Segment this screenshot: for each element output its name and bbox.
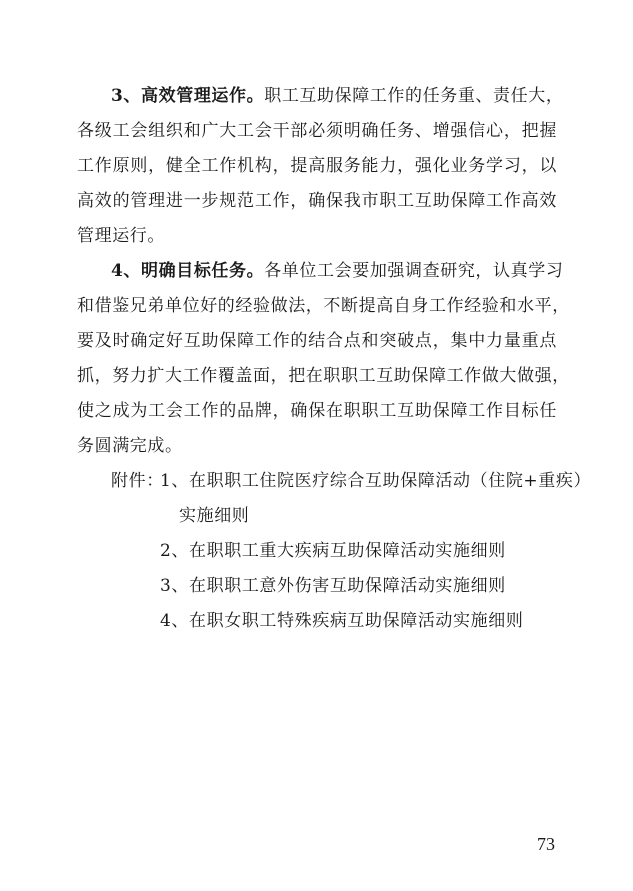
page-number: 73 [537, 834, 555, 854]
attachment-item-3: 3、在职职工意外伤害互助保障活动实施细则 [160, 576, 506, 596]
attachment-item-1: 1、在职职工住院医疗综合互助保障活动（住院+重疾） [160, 471, 592, 491]
section4-heading: 4、明确目标任务。 [111, 261, 265, 281]
attachments-label: 附件： [111, 471, 164, 491]
section4-line-2: 和借鉴兄弟单位好的经验做法，不断提高自身工作经验和水平， [77, 296, 570, 316]
attachment-item-1-cont: 实施细则 [179, 506, 250, 526]
section3-line-5: 管理运行。 [77, 226, 165, 246]
section3-text: 职工互助保障工作的任务重、责任大， [264, 86, 564, 106]
section3-line-3: 工作原则，健全工作机构，提高服务能力，强化业务学习，以 [77, 156, 557, 176]
section4-line-1 [111, 261, 564, 281]
section4-line-4: 抓，努力扩大工作覆盖面，把在职职工互助保障工作做大做强， [77, 366, 570, 386]
section3-line-2: 各级工会组织和广大工会干部必须明确任务、增强信心，把握 [77, 121, 557, 141]
section4-line-6: 务圆满完成。 [77, 436, 183, 456]
section4-text: 各单位工会要加强调查研究，认真学习 [264, 261, 564, 281]
section3-line-1 [111, 86, 564, 106]
section4-line-3: 要及时确定好互助保障工作的结合点和突破点，集中力量重点 [77, 331, 557, 351]
section3-line-4: 高效的管理进一步规范工作，确保我市职工互助保障工作高效 [77, 191, 557, 211]
attachment-item-2: 2、在职职工重大疾病互助保障活动实施细则 [160, 541, 506, 561]
section3-heading: 3、高效管理运作。 [111, 86, 265, 106]
attachment-item-4: 4、在职女职工特殊疾病互助保障活动实施细则 [160, 611, 524, 631]
section4-line-5: 使之成为工会工作的品牌，确保在职职工互助保障工作目标任 [77, 401, 557, 421]
